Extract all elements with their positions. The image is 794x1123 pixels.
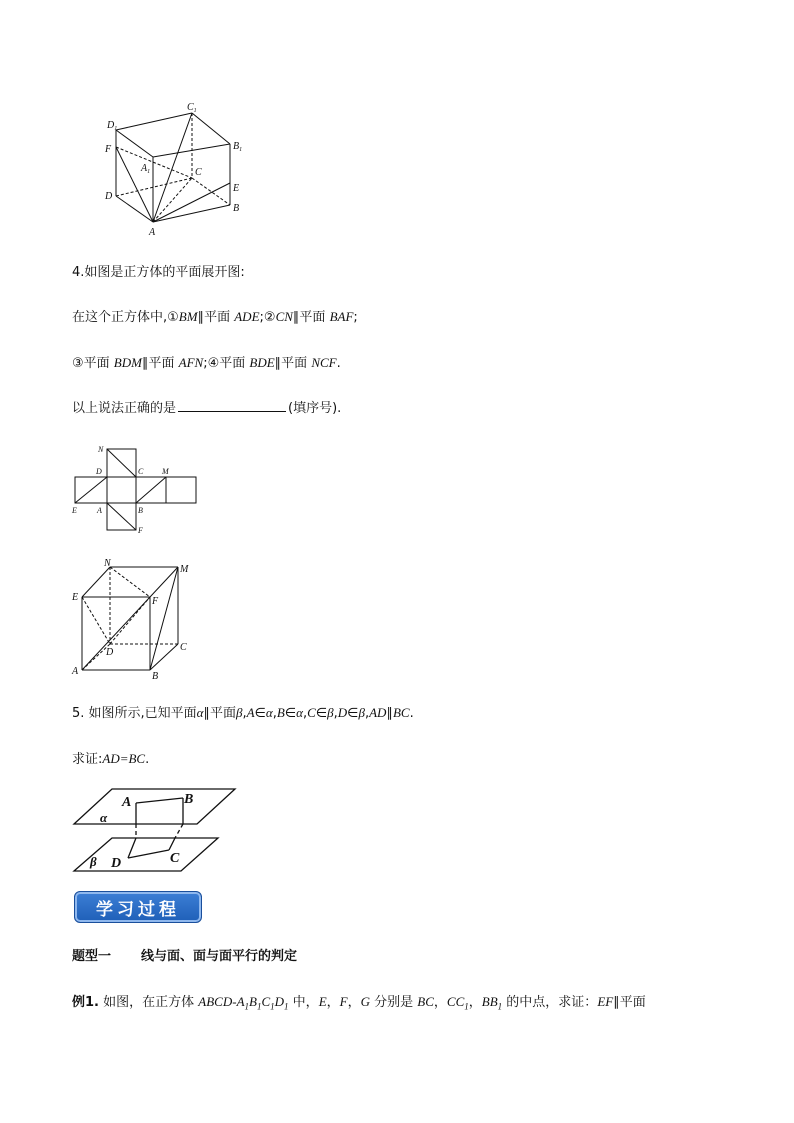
figure-cube-1 <box>100 98 270 243</box>
label-E: E <box>233 183 240 194</box>
label-B: B <box>233 203 240 214</box>
figure-parallel-planes <box>70 784 240 876</box>
figure-cube-2 <box>66 558 196 682</box>
cube-label-C: C <box>180 642 187 653</box>
q5-prove: 求证:AD=BC. <box>72 751 150 767</box>
section-type-title: 线与面、面与面平行的判定 <box>141 949 298 964</box>
cube-label-D: D <box>106 647 114 658</box>
q4-statement-2: ③平面 BDM∥平面 AFN;④平面 BDE∥平面 NCF. <box>72 355 341 371</box>
section-type-label: 题型一 <box>72 949 112 964</box>
label-D: D <box>105 191 113 202</box>
q4-answer-line: 以上说法正确的是 (填序号). <box>72 401 342 416</box>
net-label-N: N <box>98 445 104 454</box>
label-A1: $A_1$ <box>141 163 151 175</box>
label-C: C <box>195 167 202 178</box>
net-label-A: A <box>97 506 102 515</box>
cube-label-M: M <box>180 564 189 575</box>
net-label-D: D <box>96 467 102 476</box>
planes-label-D: D <box>111 856 122 871</box>
example-1: 例1. 如图，在正方体 ABCD-$A_1B_1C_1D_1$ 中，E，F，G 分别是 BC，$CC_1$，$BB_1$ 的中点，求证：EF∥平面 <box>72 994 646 1012</box>
q4-statement-1: 在这个正方体中,①BM∥平面 ADE;②CN∥平面 BAF; <box>72 309 358 325</box>
cube-label-A: A <box>72 666 79 677</box>
net-label-B: B <box>138 506 143 515</box>
cube-label-F: F <box>152 596 159 607</box>
planes-label-B: B <box>184 792 194 807</box>
label-A: A <box>149 227 156 238</box>
label-C1: $C_1$ <box>187 102 197 114</box>
label-F: F <box>105 144 112 155</box>
q4-title: 4.如图是正方体的平面展开图: <box>72 265 245 280</box>
planes-label-A: A <box>122 795 132 810</box>
label-D1: $D_1$ <box>107 120 118 132</box>
net-label-C: C <box>138 467 144 476</box>
cube-label-E: E <box>72 592 79 603</box>
planes-label-C: C <box>170 851 180 866</box>
net-label-M: M <box>162 467 169 476</box>
cube-label-B: B <box>152 671 159 682</box>
learning-process-badge: 学习过程 <box>74 891 202 923</box>
answer-blank[interactable] <box>178 399 286 412</box>
q5-statement: 5. 如图所示,已知平面α∥平面β,A∈α,B∈α,C∈β,D∈β,AD∥BC. <box>72 705 414 721</box>
label-B1: $B_1$ <box>233 141 243 153</box>
net-label-E: E <box>72 506 77 515</box>
planes-label-beta: β <box>90 854 97 869</box>
figure-cube-net <box>68 440 200 536</box>
net-label-F: F <box>138 526 143 535</box>
cube-label-N: N <box>104 558 111 569</box>
planes-label-alpha: α <box>100 810 108 825</box>
